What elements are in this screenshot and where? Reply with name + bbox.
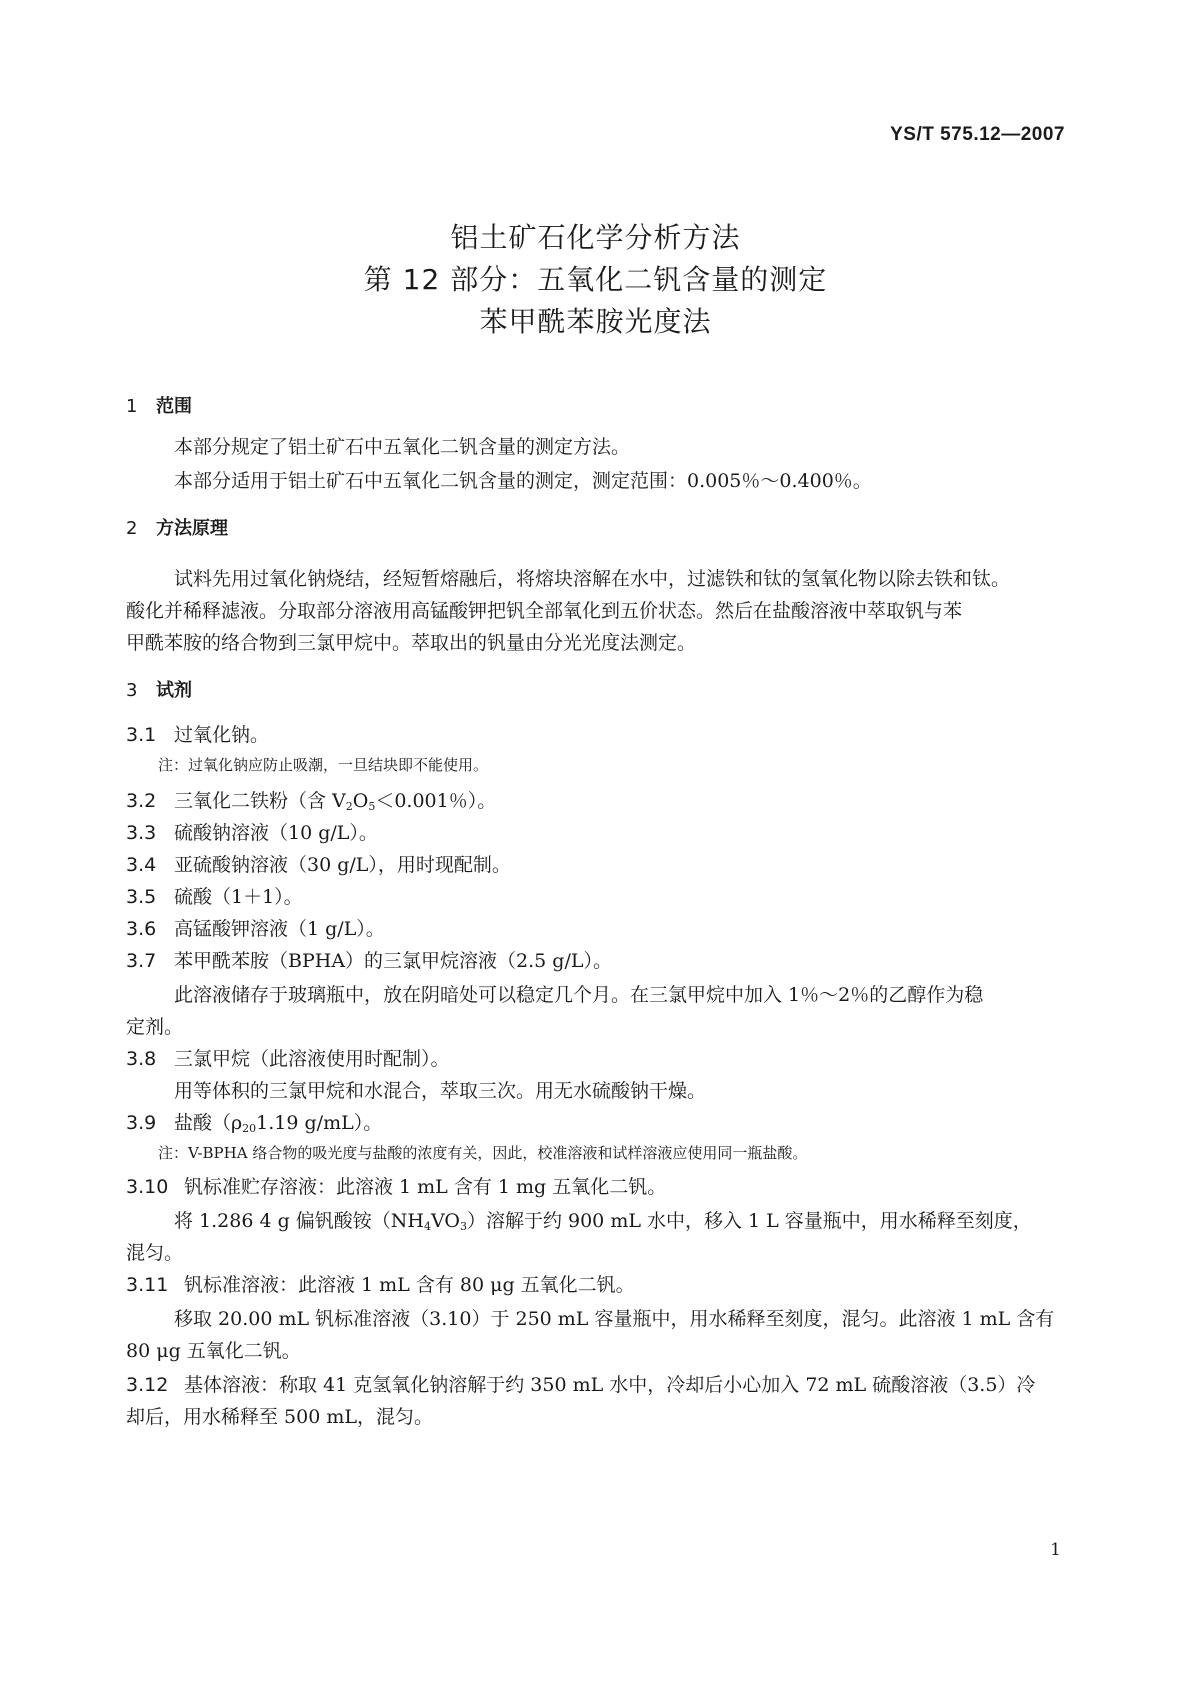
item-text: 高锰酸钾溶液（1 g/L）。 xyxy=(174,918,385,940)
reagent-item-3-1 xyxy=(126,720,1066,747)
section-title: 试剂 xyxy=(156,680,192,701)
item-text: 硫酸钠溶液（10 g/L）。 xyxy=(174,822,378,844)
item-number: 3.2 xyxy=(126,790,157,812)
paragraph-line: 却后，用水稀释至 500 mL，混匀。 xyxy=(126,1406,433,1428)
reagent-item-3-3 xyxy=(126,818,1066,845)
item-number: 3.12 xyxy=(126,1374,169,1396)
paragraph-line: 混匀。 xyxy=(126,1242,184,1264)
reagent-item-3-6 xyxy=(126,914,1066,941)
item-text: 钒标准溶液：此溶液 1 mL 含有 80 μg 五氧化二钒。 xyxy=(184,1274,635,1296)
reagent-item-3-10 xyxy=(126,1172,1066,1199)
item-number: 3.11 xyxy=(126,1274,169,1296)
section-title: 范围 xyxy=(156,396,192,417)
note: 注：过氧化钠应防止吸潮，一旦结块即不能使用。 xyxy=(158,756,489,774)
paragraph-line: 定剂。 xyxy=(126,1016,184,1038)
reagent-item-3-11 xyxy=(126,1270,1066,1297)
paragraph: 本部分适用于铝土矿石中五氧化二钒含量的测定，测定范围：0.005％～0.400％。 xyxy=(174,470,872,492)
item-text: 基体溶液：称取 41 克氢氧化钠溶解于约 350 mL 水中，冷却后小心加入 72 mL 硫酸溶液（3.5）冷 xyxy=(184,1374,1036,1396)
paragraph-line: 试料先用过氧化钠烧结，经短暂熔融后，将熔块溶解在水中，过滤铁和钛的氢氧化物以除去铁和钛。 xyxy=(174,568,1011,590)
item-number: 3.8 xyxy=(126,1048,157,1070)
reagent-item-3-4 xyxy=(126,850,1066,877)
item-number: 3.3 xyxy=(126,822,157,844)
reagent-item-3-9 xyxy=(126,1108,1066,1135)
reagent-item-3-12 xyxy=(126,1370,1066,1397)
item-number: 3.10 xyxy=(126,1176,169,1198)
paragraph-line: 80 μg 五氧化二钒。 xyxy=(126,1340,301,1362)
section-number: 3 xyxy=(126,680,138,701)
title-line-3: 苯甲酰苯胺光度法 xyxy=(479,305,712,338)
item-text: 三氧化二铁粉（含 $V_2O_5<0.001$％）。 xyxy=(174,790,497,813)
section-number: 1 xyxy=(126,396,138,417)
paragraph-line: 移取 20.00 mL 钒标准溶液（3.10）于 250 mL 容量瓶中，用水稀释至刻度，混匀。此溶液 1 mL 含有 xyxy=(174,1308,1055,1330)
title-line-2: 第 12 部分：五氧化二钒含量的测定 xyxy=(363,263,828,296)
item-text: 钒标准贮存溶液：此溶液 1 mL 含有 1 mg 五氧化二钒。 xyxy=(184,1176,667,1198)
item-number: 3.6 xyxy=(126,918,157,940)
item-text: 盐酸（$\rho_{20}1.19$ g/mL）。 xyxy=(174,1112,383,1135)
reagent-item-3-8 xyxy=(126,1044,1066,1071)
section-title: 方法原理 xyxy=(156,518,228,539)
section-number: 2 xyxy=(126,518,138,539)
note: 注：V-BPHA 络合物的吸光度与盐酸的浓度有关，因此，校准溶液和试样溶液应使用同一瓶盐酸。 xyxy=(158,1144,808,1162)
item-text: 三氯甲烷（此溶液使用时配制）。 xyxy=(174,1048,450,1070)
reagent-item-3-5 xyxy=(126,882,1066,909)
item-text: 过氧化钠。 xyxy=(174,724,270,746)
reagent-item-3-2 xyxy=(126,786,1066,813)
section-2-heading xyxy=(126,514,228,540)
paragraph-line: 此溶液储存于玻璃瓶中，放在阴暗处可以稳定几个月。在三氯甲烷中加入 1％～2％的乙醇作为稳 xyxy=(174,984,984,1006)
section-3-heading xyxy=(126,676,192,702)
page-number: 1 xyxy=(1050,1540,1061,1560)
title-line-1: 铝土矿石化学分析方法 xyxy=(450,221,741,254)
item-number: 3.9 xyxy=(126,1112,157,1134)
paragraph-line: 将 1.286 4 g 偏钒酸铵$(NH_4VO_3)$溶解于约 900 mL 水中，移入 1 L 容量瓶中，用水稀释至刻度， xyxy=(174,1210,1032,1233)
paragraph: 本部分规定了铝土矿石中五氧化二钒含量的测定方法。 xyxy=(174,436,631,458)
paragraph-line: 酸化并稀释滤液。分取部分溶液用高锰酸钾把钒全部氧化到五价状态。然后在盐酸溶液中萃取钒与苯 xyxy=(126,600,963,622)
reagent-item-3-7 xyxy=(126,946,1066,973)
item-text: 亚硫酸钠溶液（30 g/L），用时现配制。 xyxy=(174,854,511,876)
standard-code: YS/T 575.12—2007 xyxy=(890,124,1065,145)
item-number: 3.7 xyxy=(126,950,157,972)
section-1-heading xyxy=(126,392,192,418)
item-text: 硫酸（1＋1）。 xyxy=(174,886,303,908)
paragraph: 用等体积的三氯甲烷和水混合，萃取三次。用无水硫酸钠干燥。 xyxy=(174,1080,707,1102)
item-number: 3.1 xyxy=(126,724,157,746)
paragraph-line: 甲酰苯胺的络合物到三氯甲烷中。萃取出的钒量由分光光度法测定。 xyxy=(126,632,697,654)
item-text: 苯甲酰苯胺（BPHA）的三氯甲烷溶液（2.5 g/L）。 xyxy=(174,950,612,972)
item-number: 3.4 xyxy=(126,854,157,876)
item-number: 3.5 xyxy=(126,886,157,908)
